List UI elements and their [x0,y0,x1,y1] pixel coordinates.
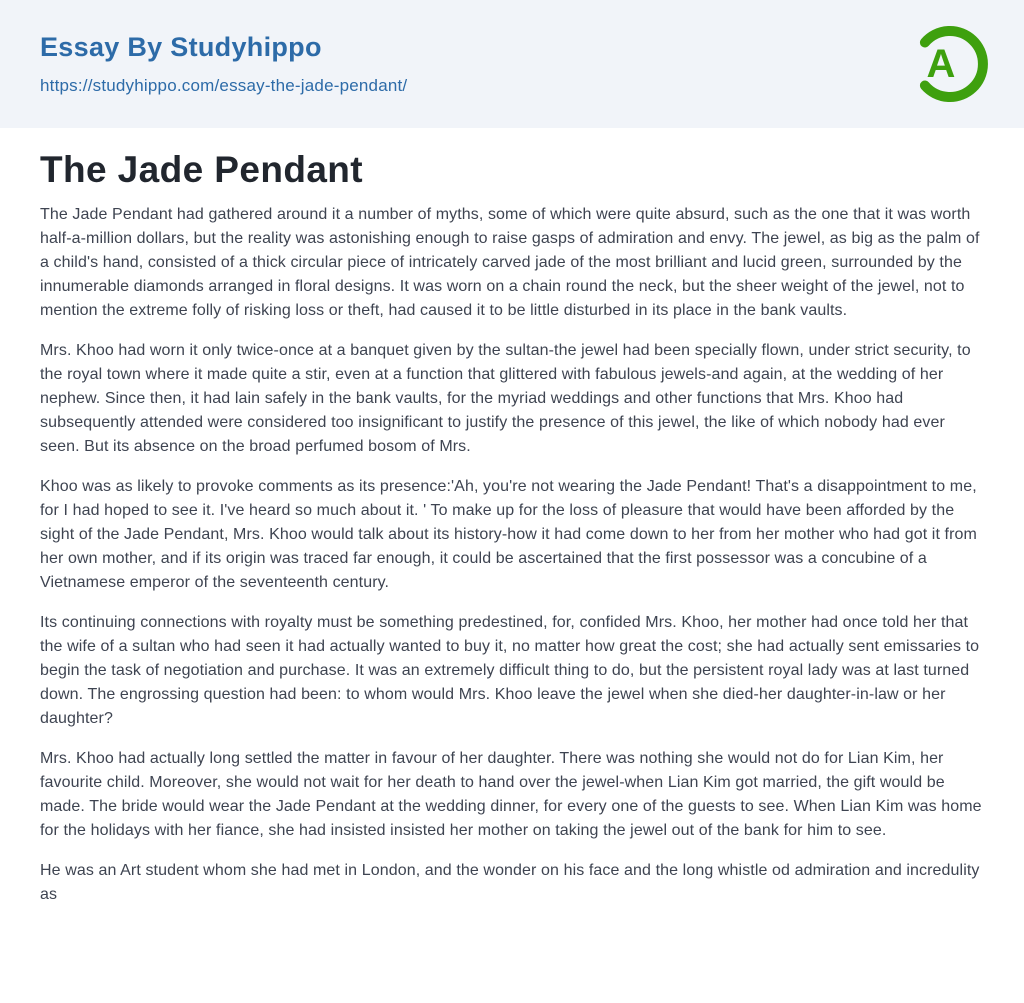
studyhippo-logo-icon [910,23,990,105]
article [0,149,1024,907]
page-url-link[interactable]: https://studyhippo.com/essay-the-jade-pendant/ [40,76,408,95]
article-paragraph: Khoo was as likely to provoke comments as its presence:'Ah, you're not wearing the Jade Pendant! That's a disappointment to me, for I had hoped to see it. I've heard so much about it. ' To make up for the loss of pleasure that would have been afforded by the sight of the Jade Pendant, Mrs. Khoo would talk about its history-how it had come down to her from her mother who had got it from her own mother, and if its origin was traced far enough, it could be ascertained that the first possessor was a concubine of a Vietnamese emperor of the seventeenth century. [40,477,977,591]
article-body [40,203,984,907]
article-paragraph: He was an Art student whom she had met in London, and the wonder on his face and the long whistle od admiration and incredulity as [40,861,980,903]
page-title: The Jade Pendant [40,149,364,190]
site-title: Essay By Studyhippo [40,32,322,62]
page-header [0,0,1024,128]
article-paragraph: Its continuing connections with royalty must be something predestined, for, confided Mrs. Khoo, her mother had once told her that the wife of a sultan who had seen it had actually wanted to buy it, no matter how great the cost; she had actually sent emissaries to begin the task of negotiation and purchase. It was an extremely difficult thing to do, but the persistent royal lady was at last turned down. The engrossing question had been: to whom would Mrs. Khoo leave the jewel when she died-her daughter-in-law or her daughter? [40,613,980,727]
logo-letter: A [926,42,956,86]
article-paragraph: Mrs. Khoo had actually long settled the matter in favour of her daughter. There was nothing she would not do for Lian Kim, her favourite child. Moreover, she would not wait for her death to hand over the jewel-when Lian Kim got married, the gift would be made. The bride would wear the Jade Pendant at the wedding dinner, for every one of the guests to see. When Lian Kim was home for the holidays with her fiance, she had insisted insisted her mother on taking the jewel out of the bank for him to see. [40,749,982,839]
article-paragraph: The Jade Pendant had gathered around it a number of myths, some of which were quite absurd, such as the one that it was worth half-a-million dollars, but the reality was astonishing enough to raise gasps of admiration and envy. The jewel, as big as the palm of a child's hand, consisted of a thick circular piece of intricately carved jade of the most brilliant and lucid green, surrounded by the innumerable diamonds arranged in floral designs. It was worn on a chain round the neck, but the sheer weight of the jewel, not to mention the extreme folly of risking loss or theft, had caused it to be little disturbed in its place in the bank vaults. [40,205,980,319]
header-text-block [40,32,407,96]
article-paragraph: Mrs. Khoo had worn it only twice-once at a banquet given by the sultan-the jewel had been specially flown, under strict security, to the royal town where it made quite a stir, even at a function that glittered with fabulous jewels-and again, at the wedding of her nephew. Since then, it had lain safely in the bank vaults, for the myriad weddings and other functions that Mrs. Khoo had subsequently attended were considered too insignificant to justify the presence of this jewel, the like of which nobody had ever seen. But its absence on the broad perfumed bosom of Mrs. [40,341,971,455]
